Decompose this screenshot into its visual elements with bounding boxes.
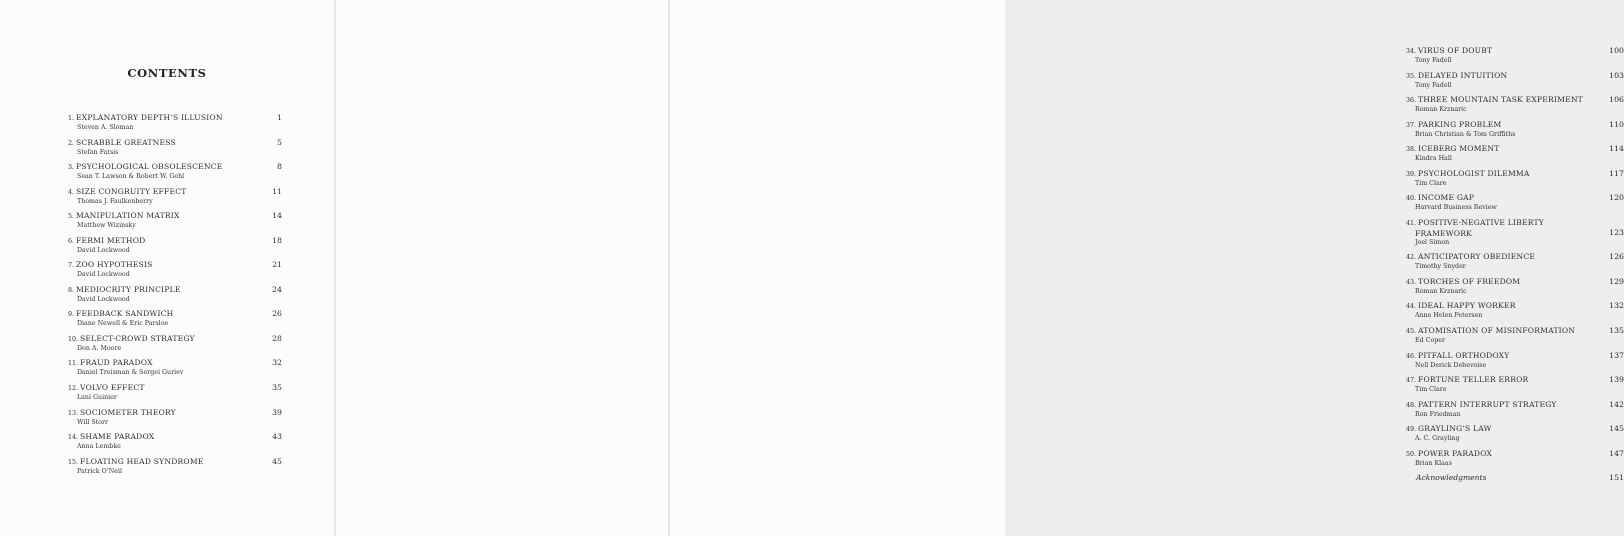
acknowledgments-label: Acknowledgments [1416, 473, 1487, 483]
entry-title-line [1406, 144, 1624, 155]
entry-title-line [68, 285, 282, 296]
entry-author: Anna Lembke [77, 443, 121, 451]
entry-title-line [68, 309, 282, 320]
entry-page-number: 139 [1609, 375, 1624, 385]
entry-page-number: 8 [277, 162, 282, 172]
toc-column-1 [68, 113, 282, 481]
entry-title-line [68, 383, 282, 394]
entry-title-line [1406, 301, 1624, 312]
entry-page-number: 14 [272, 211, 282, 221]
entry-number: 12. [68, 385, 79, 393]
entry-title: SHAME PARADOX [80, 432, 155, 442]
entry-author: Tim Clare [1415, 386, 1447, 394]
entry-page-number: 32 [272, 358, 282, 368]
entry-page-number: 18 [272, 235, 282, 245]
entry-title-line [1406, 400, 1624, 411]
entry-number: 40. [1406, 195, 1417, 203]
entry-page-number: 145 [1609, 424, 1624, 434]
entry-number: 7. [68, 262, 75, 270]
entry-author: David Lockwood [77, 295, 130, 303]
entry-number: 36. [1406, 97, 1417, 105]
entry-number: 47. [1406, 377, 1417, 385]
toc-entry[interactable] [1406, 326, 1624, 351]
entry-author: Sean T. Lawson & Robert W. Gehl [77, 173, 185, 181]
entry-page-number: 35 [272, 383, 282, 393]
toc-column-3 [1406, 46, 1624, 493]
entry-title-line [1406, 351, 1624, 362]
entry-number: 10. [68, 335, 79, 343]
entry-page-number: 24 [272, 284, 282, 294]
entry-author: Steven A. Sloman [77, 124, 134, 131]
entry-number: 4. [68, 188, 75, 196]
entry-title: PSYCHOLOGICAL OBSOLESCENCE [76, 162, 223, 172]
entry-page-number: 120 [1609, 193, 1624, 203]
entry-number: 5. [68, 213, 75, 221]
entry-title-line [1406, 46, 1624, 57]
entry-number: 39. [1406, 170, 1417, 178]
entry-title-continued: FRAMEWORK [1415, 228, 1473, 238]
entry-title-line [1406, 95, 1624, 106]
entry-title: IDEAL HAPPY WORKER [1418, 301, 1516, 311]
entry-number: 9. [68, 311, 75, 319]
entry-title-line [1406, 375, 1624, 386]
entry-author: Tony Fadell [1415, 57, 1452, 64]
toc-entry[interactable] [68, 211, 282, 236]
entry-author: Roman Krznaric [1415, 287, 1467, 295]
toc-entry[interactable] [68, 383, 282, 408]
entry-page-number: 123 [1609, 227, 1624, 237]
toc-entry[interactable] [1406, 218, 1624, 253]
entry-number: 42. [1406, 254, 1417, 262]
entry-page-number: 137 [1609, 350, 1624, 360]
entry-page-number: 110 [1609, 119, 1624, 129]
entry-title: ANTICIPATORY OBEDIENCE [1418, 252, 1536, 262]
entry-author: Tony Fadell [1415, 81, 1452, 89]
entry-title-line [68, 236, 282, 247]
entry-author: Brian Christian & Tom Griffiths [1415, 130, 1516, 138]
toc-entry[interactable] [1406, 424, 1624, 449]
entry-title-line [1406, 449, 1624, 460]
entry-page-number: 39 [272, 407, 282, 417]
entry-author: Matthew Wizinsky [77, 222, 136, 230]
entry-number: 37. [1406, 121, 1417, 129]
toc-entry[interactable] [68, 236, 282, 261]
entry-title: ICEBERG MOMENT [1418, 144, 1500, 154]
entry-title: FORTUNE TELLER ERROR [1418, 375, 1529, 385]
toc-page-middle [336, 0, 668, 536]
entry-author: Thomas J. Faulkenberry [77, 197, 153, 205]
entry-number: 3. [68, 164, 75, 172]
toc-entry[interactable] [1406, 351, 1624, 376]
toc-entry[interactable] [68, 138, 282, 163]
entry-page-number: 132 [1609, 301, 1624, 311]
entry-title: ZOO HYPOTHESIS [76, 260, 153, 270]
entry-author: Harvard Business Review [1415, 204, 1497, 212]
entry-title-line [68, 162, 282, 173]
entry-number: 6. [68, 237, 75, 245]
entry-title-line [68, 211, 282, 222]
entry-author: Lani Guinier [77, 394, 117, 402]
entry-number: 8. [68, 286, 75, 294]
entry-title: THREE MOUNTAIN TASK EXPERIMENT [1418, 95, 1583, 105]
entry-title-line [68, 138, 282, 149]
entry-page-number: 129 [1609, 276, 1624, 286]
entry-number: 46. [1406, 352, 1417, 360]
toc-entry[interactable] [68, 187, 282, 212]
entry-page-number: 126 [1609, 252, 1624, 262]
entry-title: ATOMISATION OF MISINFORMATION [1418, 325, 1576, 335]
entry-page-number: 100 [1609, 46, 1624, 55]
toc-entry[interactable] [1406, 46, 1624, 71]
entry-author: Timothy Snyder [1415, 263, 1466, 271]
toc-entry[interactable] [1406, 71, 1624, 96]
toc-entry[interactable] [68, 408, 282, 433]
entry-author: Stefan Fatsis [77, 148, 119, 156]
entry-number: 13. [68, 409, 79, 417]
entry-author: David Lockwood [77, 271, 130, 279]
entry-page-number: 142 [1609, 399, 1624, 409]
entry-author: Nell Derick Debevoise [1415, 361, 1487, 369]
toc-entry-acknowledgments[interactable] [1406, 473, 1624, 493]
entry-number: 14. [68, 434, 79, 442]
entry-page-number: 11 [272, 186, 282, 196]
entry-title-line [1406, 169, 1624, 180]
entry-page-number: 43 [272, 432, 282, 442]
entry-page-number: 117 [1609, 168, 1624, 178]
entry-page-number: 151 [1609, 473, 1624, 483]
entry-title: DELAYED INTUITION [1418, 70, 1508, 80]
toc-entry[interactable] [1406, 301, 1624, 326]
toc-entry[interactable] [68, 285, 282, 310]
entry-page-number: 135 [1609, 325, 1624, 335]
entry-author: Tim Clare [1415, 179, 1447, 187]
entry-author: Joel Simon [1415, 238, 1450, 246]
entry-title-line [68, 260, 282, 271]
toc-entry[interactable] [68, 457, 282, 482]
entry-page-number: 106 [1609, 95, 1624, 105]
entry-author: Will Storr [77, 418, 109, 426]
entry-author: Brian Klaas [1415, 459, 1452, 467]
entry-title-line [1406, 218, 1624, 229]
entry-number: 34. [1406, 48, 1417, 55]
entry-title-line [1406, 424, 1624, 435]
entry-title-line [1406, 252, 1624, 263]
toc-entry[interactable] [1406, 252, 1624, 277]
entry-title: EXPLANATORY DEPTH’S ILLUSION [76, 113, 223, 122]
entry-number: 41. [1406, 219, 1417, 227]
entry-page-number: 103 [1609, 70, 1624, 80]
toc-entry[interactable] [68, 260, 282, 285]
toc-entry[interactable] [1406, 449, 1624, 474]
entry-title: TORCHES OF FREEDOM [1418, 276, 1521, 286]
entry-title: GRAYLING’S LAW [1418, 424, 1492, 434]
entry-title: PITFALL ORTHODOXY [1418, 350, 1510, 360]
entry-title: FLOATING HEAD SYNDROME [80, 456, 204, 466]
entry-number: 49. [1406, 426, 1417, 434]
entry-author: David Lockwood [77, 246, 130, 254]
entry-number: 35. [1406, 72, 1417, 80]
entry-title: SELECT-CROWD STRATEGY [80, 333, 195, 343]
toc-entry[interactable] [68, 334, 282, 359]
entry-title: FERMI METHOD [76, 235, 146, 245]
entry-title: MANIPULATION MATRIX [76, 211, 180, 221]
entry-author: A. C. Grayling [1415, 435, 1460, 443]
toc-entry[interactable] [1406, 169, 1624, 194]
entry-title-line [1406, 326, 1624, 337]
entry-number: 11. [68, 360, 79, 368]
entry-title: FEEDBACK SANDWICH [76, 309, 174, 319]
toc-page-right [670, 0, 1624, 536]
entry-title-line [68, 408, 282, 419]
entry-title-line [1406, 277, 1624, 288]
entry-title-line [1406, 120, 1624, 131]
entry-page-number: 26 [272, 309, 282, 319]
entry-page-number: 5 [277, 137, 282, 147]
toc-entry[interactable] [68, 113, 282, 138]
toc-page-left [0, 0, 334, 536]
entry-page-number: 45 [272, 456, 282, 466]
toc-entry[interactable] [68, 432, 282, 457]
entry-author: Diane Newell & Eric Parsloe [77, 320, 169, 328]
entry-page-number: 28 [272, 333, 282, 343]
entry-title: MEDIOCRITY PRINCIPLE [76, 284, 181, 294]
toc-entry[interactable] [1406, 193, 1624, 218]
toc-entry[interactable] [68, 358, 282, 383]
entry-title-line [68, 358, 282, 369]
entry-number: 38. [1406, 146, 1417, 154]
entry-title: VOLVO EFFECT [80, 383, 145, 393]
entry-title-line [68, 113, 282, 124]
entry-title-line [1406, 71, 1624, 82]
toc-entry[interactable] [68, 162, 282, 187]
entry-author: Ed Coper [1415, 336, 1446, 344]
entry-number: 15. [68, 458, 79, 466]
contents-heading: CONTENTS [127, 66, 207, 80]
entry-title: POSITIVE-NEGATIVE LIBERTY [1418, 217, 1545, 227]
entry-title: PATTERN INTERRUPT STRATEGY [1418, 399, 1557, 409]
entry-title: PSYCHOLOGIST DILEMMA [1418, 168, 1530, 178]
entry-page-number: 21 [272, 260, 282, 270]
toc-entry[interactable] [1406, 277, 1624, 302]
toc-entry[interactable] [1406, 120, 1624, 145]
toc-entry[interactable] [1406, 400, 1624, 425]
entry-title: FRAUD PARADOX [80, 358, 153, 368]
entry-author: Ron Friedman [1415, 410, 1461, 418]
entry-number: 48. [1406, 401, 1417, 409]
toc-entry[interactable] [1406, 144, 1624, 169]
entry-number: 2. [68, 139, 75, 147]
entry-title-line [68, 334, 282, 345]
toc-entry[interactable] [1406, 95, 1624, 120]
entry-number: 44. [1406, 303, 1417, 311]
entry-page-number: 114 [1609, 144, 1624, 154]
entry-author: Kindra Hall [1415, 155, 1452, 163]
entry-title-line [68, 187, 282, 198]
entry-title: POWER PARADOX [1418, 448, 1493, 458]
entry-author: Don A. Moore [77, 344, 122, 352]
entry-title-line [68, 432, 282, 443]
entry-title-line [68, 457, 282, 468]
entry-number: 1. [68, 115, 75, 122]
entry-number: 50. [1406, 450, 1417, 458]
toc-entry[interactable] [68, 309, 282, 334]
entry-page-number: 1 [277, 113, 282, 122]
entry-number: 43. [1406, 278, 1417, 286]
entry-title: SIZE CONGRUITY EFFECT [76, 186, 187, 196]
entry-author: Daniel Treisman & Sergei Guriev [77, 369, 184, 377]
entry-author: Patrick O’Neil [77, 467, 123, 475]
entry-title-line [1406, 193, 1624, 204]
entry-title: SCRABBLE GREATNESS [76, 137, 176, 147]
entry-title: PARKING PROBLEM [1418, 119, 1502, 129]
entry-title: SOCIOMETER THEORY [80, 407, 176, 417]
entry-number: 45. [1406, 327, 1417, 335]
entry-author: Anne Helen Petersen [1415, 312, 1483, 320]
entry-title-line [1406, 229, 1624, 239]
entry-author: Roman Krznaric [1415, 106, 1467, 114]
entry-title: INCOME GAP [1418, 193, 1475, 203]
toc-entry[interactable] [1406, 375, 1624, 400]
entry-title: VIRUS OF DOUBT [1418, 46, 1493, 55]
entry-page-number: 147 [1609, 448, 1624, 458]
